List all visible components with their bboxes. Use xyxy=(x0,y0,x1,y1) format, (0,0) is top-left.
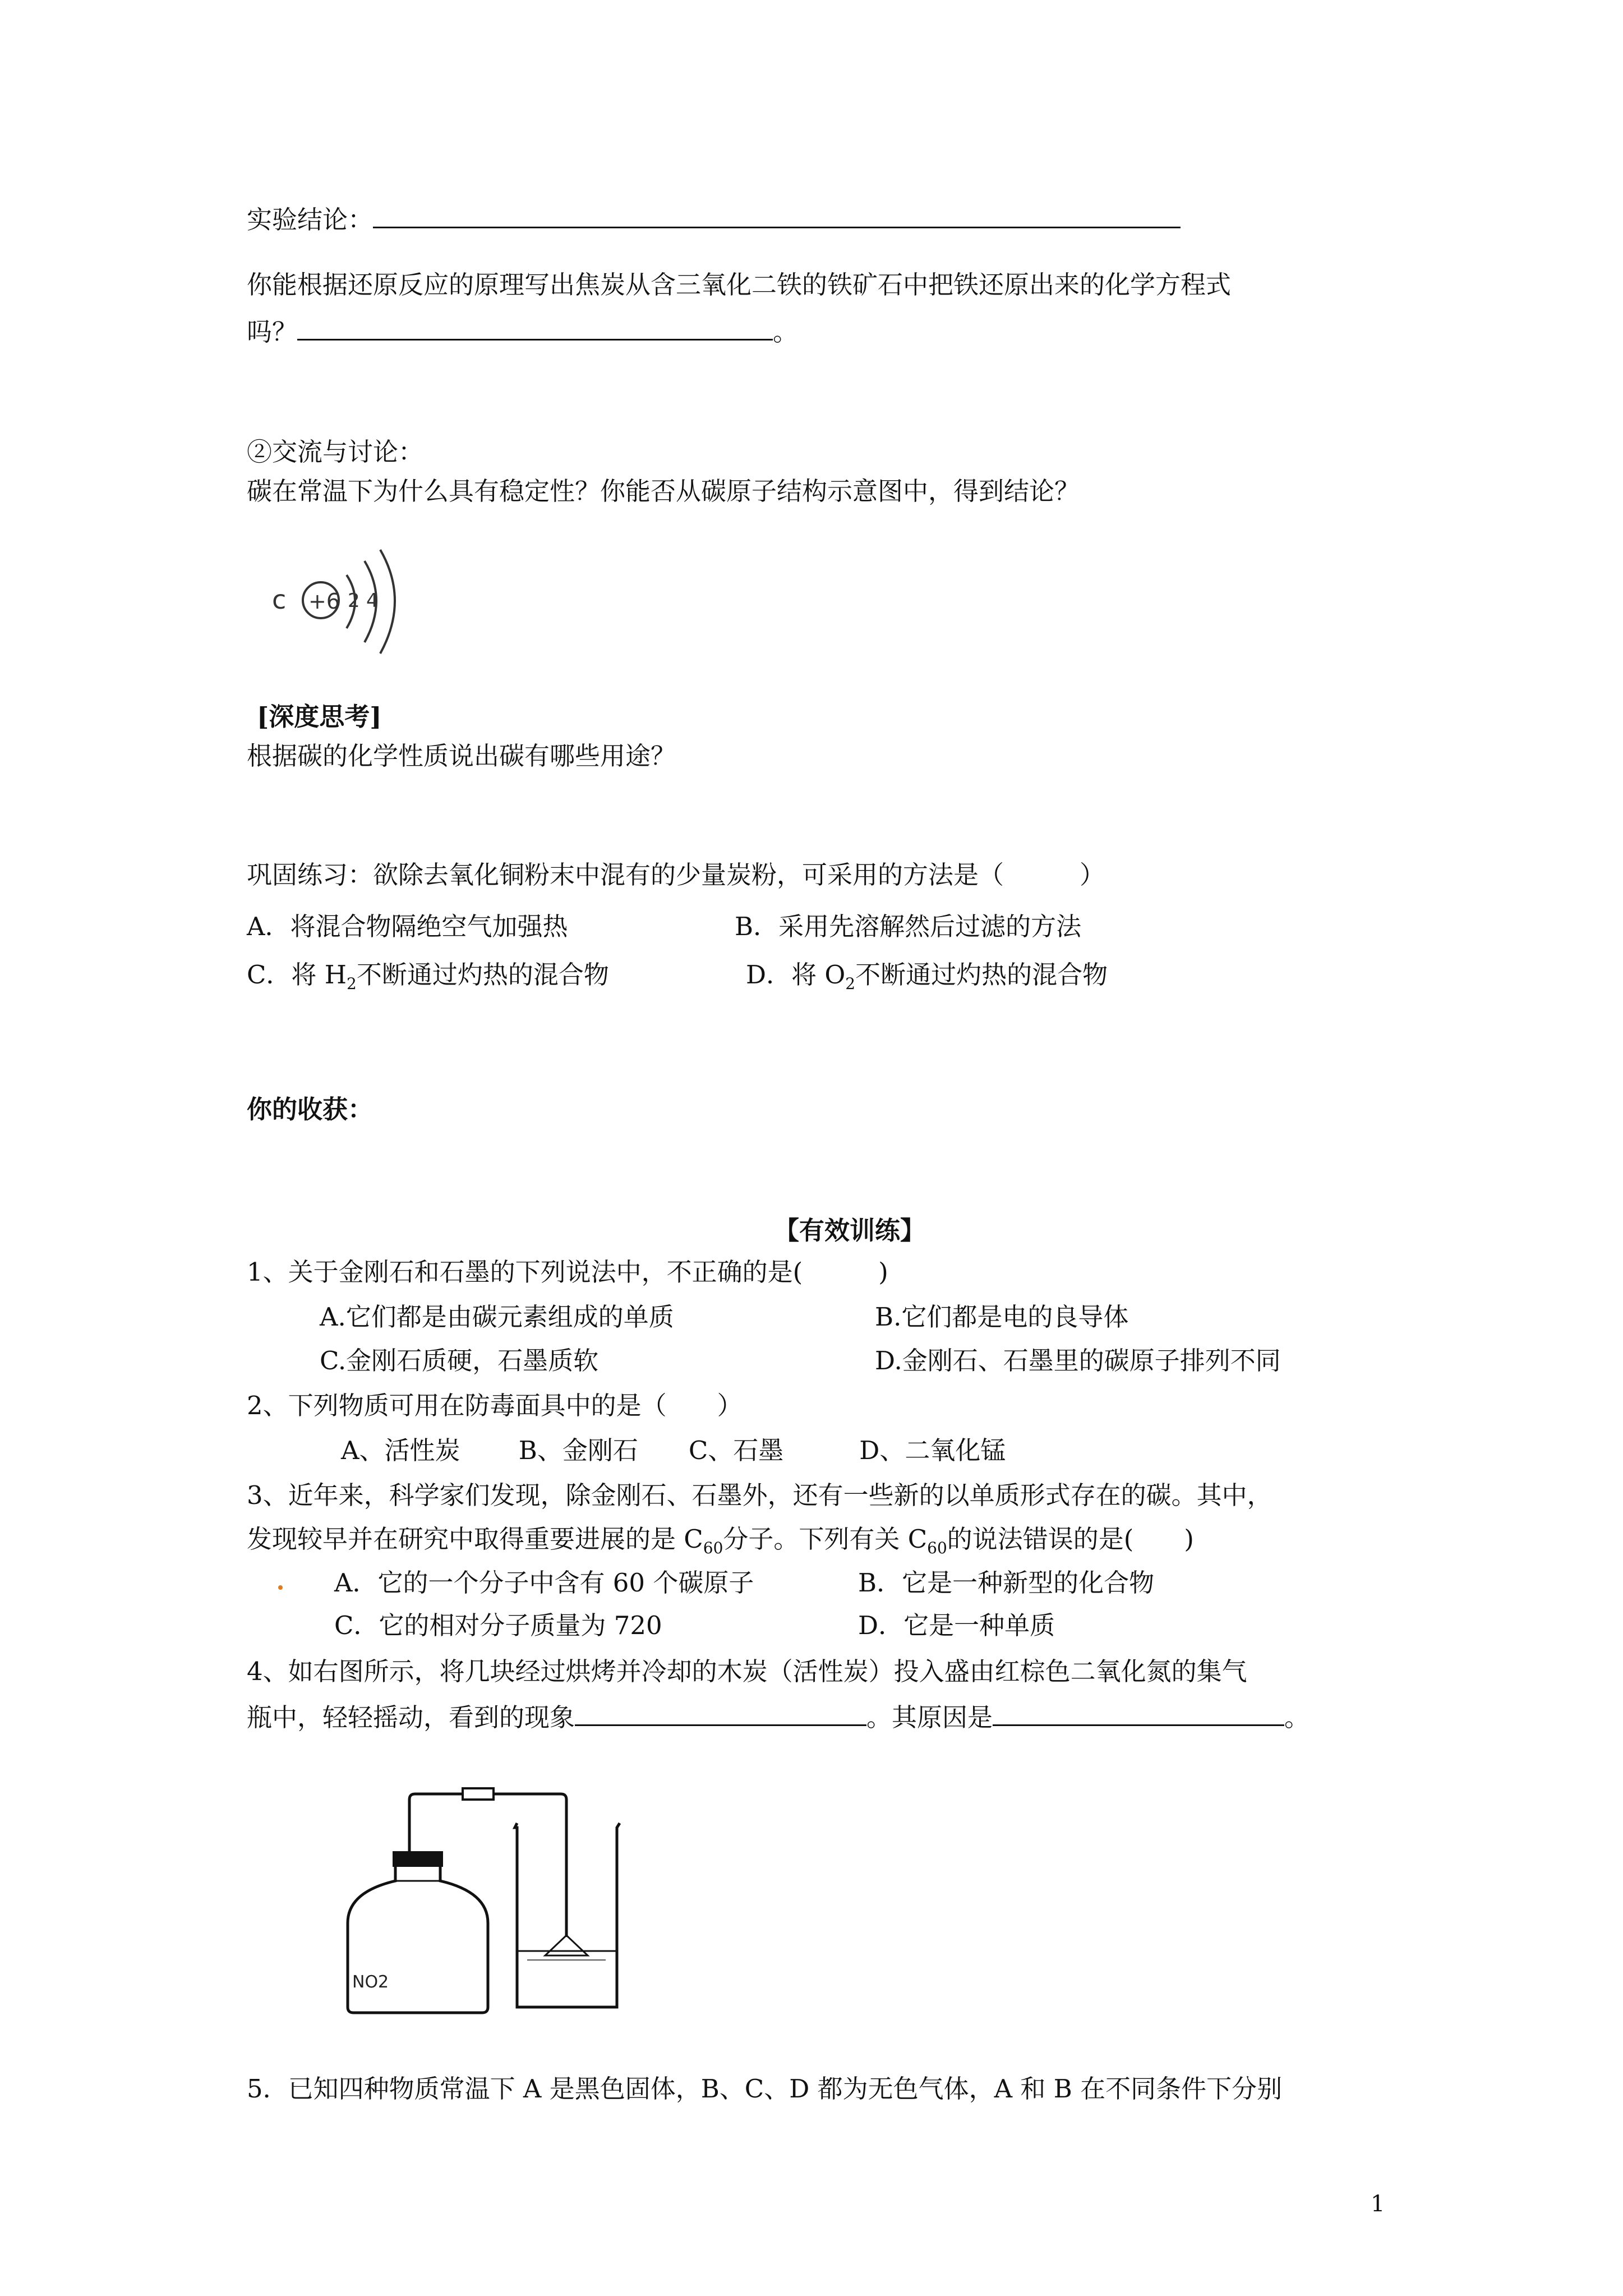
reduce-question-line2: 吗？ 。 xyxy=(247,314,798,349)
conclusion-blank[interactable] xyxy=(373,202,1181,228)
consolidate-option-a: A．将混合物隔绝空气加强热 xyxy=(247,912,568,941)
tube-joint xyxy=(463,1788,494,1800)
training-title: 【有效训练】 xyxy=(774,1216,926,1245)
question-3-line1: 3、近年来，科学家们发现，除金刚石、石墨外，还有一些新的以单质形式存在的碳。其中， xyxy=(247,1480,1272,1510)
question-4-line1: 4、如右图所示，将几块经过烘烤并冷却的木炭（活性炭）投入盛由红棕色二氧化氮的集气 xyxy=(247,1657,1247,1686)
shell-1-count: 2 xyxy=(348,590,360,612)
discuss-title: ②交流与讨论： xyxy=(247,437,424,467)
deep-thinking-title: [深度思考] xyxy=(257,702,382,731)
electron-shell-3 xyxy=(380,550,395,654)
question-1-option-b: B.它们都是电的良导体 xyxy=(875,1302,1129,1332)
conclusion-label: 实验结论： xyxy=(247,205,374,234)
carbon-atom-diagram xyxy=(247,522,415,668)
bottle-label: NO2 xyxy=(352,1972,389,1992)
reduce-question-line1: 你能根据还原反应的原理写出焦炭从含三氧化二铁的铁矿石中把铁还原出来的化学方程式 xyxy=(247,270,1232,300)
question-1: 1、关于金刚石和石墨的下列说法中，不正确的是( ) xyxy=(247,1257,888,1287)
deep-thinking-question: 根据碳的化学性质说出碳有哪些用途？ xyxy=(247,741,676,771)
consolidate-option-b: B．采用先溶解然后过滤的方法 xyxy=(735,912,1082,941)
orange-dot-mark xyxy=(278,1585,283,1590)
nucleus-charge: +6 xyxy=(308,589,340,614)
conclusion-line xyxy=(247,202,1181,237)
phenomenon-blank[interactable] xyxy=(575,1700,866,1726)
bottle-stopper xyxy=(393,1851,443,1867)
question-3-line2: 发现较早并在研究中取得重要进展的是 $C_{60}$分子。下列有关 $C_{60}$的说法错误的是( ) xyxy=(247,1524,1194,1557)
reason-blank[interactable] xyxy=(993,1700,1284,1726)
question-4-line2: 瓶中，轻轻摇动，看到的现象 。其原因是 。 xyxy=(247,1700,1310,1734)
question-1-option-c: C.金刚石质硬，石墨质软 xyxy=(320,1346,599,1375)
question-2: 2、下列物质可用在防毒面具中的是（ ） xyxy=(247,1391,743,1420)
consolidate-question: 巩固练习：欲除去氧化铜粉末中混有的少量炭粉，可采用的方法是（ ） xyxy=(247,860,1105,890)
harvest-label: 你的收获： xyxy=(247,1094,374,1124)
question-3-option-b: B．它是一种新型的化合物 xyxy=(858,1568,1155,1598)
question-1-option-d: D.金刚石、石墨里的碳原子排列不同 xyxy=(875,1346,1281,1375)
page-number: 1 xyxy=(1371,2191,1385,2217)
discuss-question: 碳在常温下为什么具有稳定性？你能否从碳原子结构示意图中，得到结论？ xyxy=(247,476,1080,506)
equation-blank[interactable] xyxy=(297,314,773,341)
question-1-option-a: A.它们都是由碳元素组成的单质 xyxy=(320,1302,674,1332)
question-2-options: A、活性炭 B、金刚石 C、石墨 D、二氧化锰 xyxy=(341,1435,1006,1465)
atom-symbol: c xyxy=(272,585,287,615)
inverted-funnel xyxy=(545,1935,588,1955)
shell-2-count: 4 xyxy=(366,590,379,612)
gas-bottle-apparatus xyxy=(336,1772,651,2018)
consolidate-option-c: C．将 $H_2$不断通过灼热的混合物 xyxy=(247,960,609,993)
question-3-option-d: D．它是一种单质 xyxy=(858,1611,1055,1640)
question-5: 5．已知四种物质常温下 A 是黑色固体，B、C、D 都为无色气体，A 和 B 在不同条件下分别 xyxy=(247,2074,1283,2104)
consolidate-option-d: D．将 $O_2$不断通过灼热的混合物 xyxy=(746,960,1108,993)
question-3-option-c: C．它的相对分子质量为 720 xyxy=(334,1611,662,1640)
question-3-option-a: A．它的一个分子中含有 60 个碳原子 xyxy=(334,1568,754,1598)
